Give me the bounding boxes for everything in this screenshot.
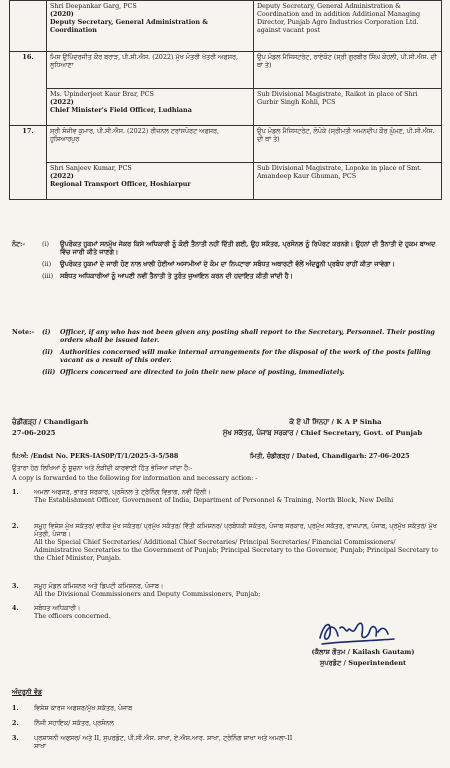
note-text: Officer, if any who has not been given any posting shall report to the Secretary, Personnel. Their posting orders shall be issued later. <box>60 328 435 344</box>
posting-table <box>9 0 442 200</box>
officer-cell <box>47 163 254 200</box>
item-text-english: The Establishment Officer, Government of India, Department of Personnel & Training, North Block, New Delhi <box>34 496 394 504</box>
item-number: 1. <box>12 488 19 496</box>
note-number: (i) <box>42 328 51 336</box>
note-number: (iii) <box>42 368 56 376</box>
note-number: (ii) <box>42 260 52 268</box>
copy-intro-punjabi: ਉਤਾਰਾ ਹੇਠ ਲਿਖਿਆਂ ਨੂੰ ਸੂਚਨਾ ਅਤੇ ਲੋੜੀਂਦੀ ਕਾਰਵਾਈ ਹਿੱਤ ਭੇਜਿਆ ਜਾਂਦਾ ਹੈ:- <box>12 464 193 472</box>
new-posting-punjabi: ਉਪ ਮੰਡਲ ਮੈਜਿਸਟਰੇਟ, ਲੋਪੋਕੇ (ਸ੍ਰੀਮਤੀ ਅਮਨਦੀਪ ਕੌਰ ਘੁੰਮਣ, ਪੀ.ਸੀ.ਐਸ. ਦੀ ਥਾਂ ਤੇ) <box>254 126 442 163</box>
officer-cell <box>47 1 254 52</box>
handwritten-signature <box>316 614 398 648</box>
officer-name: Shri Deepankar Garg, PCS <box>50 2 137 10</box>
item-number: 2. <box>12 522 19 530</box>
officer-year: (2022) <box>50 98 74 106</box>
item-number: 3. <box>12 734 19 742</box>
table-row <box>10 89 442 126</box>
serial-number: 17. <box>10 126 47 200</box>
superintendent-name: (ਕੈਲਾਸ਼ ਗੌਤਮ / Kailash Gautam) <box>311 648 415 656</box>
note-text: ਉਪਰੋਕਤ ਹੁਕਮਾਂ ਸਨਮੁੱਖ ਜੇਕਰ ਕਿਸੇ ਅਧਿਕਾਰੀ ਨੂੰ ਕੋਈ ਤੈਨਾਤੀ ਨਹੀਂ ਦਿੱਤੀ ਗਈ, ਉਹ ਸਕੱਤਰ, ਪ੍ਰਸੋਨਲ ਨੂੰ ਰਿਪੋਰਟ ਕਰਨਗੇ। ਉਹਨਾਂ ਦੀ ਤੈਨਾਤੀ ਦੇ ਹੁਕਮ ਬਾਅਦ ਵਿੱਚ ਜਾਰੀ ਕੀਤੇ ਜਾਣਗੇ। <box>60 240 436 256</box>
note-item <box>12 368 440 376</box>
note-item <box>12 272 440 280</box>
officer-year: (2020) <box>50 10 74 18</box>
item-text-english: All the Divisional Commissioners and Deputy Commissioners, Punjab; <box>34 590 261 598</box>
new-posting-cell <box>254 1 442 52</box>
officer-cell <box>47 89 254 126</box>
new-posting: Deputy Secretary, General Administration & Coordination and in addition Additional Managing Director, Punjab Agro Industries Corporation Ltd. against vacant post <box>257 2 421 34</box>
item-text: ਪ੍ਰਸ਼ਾਸਨੀ ਅਫਸਰ/ ਅਤੇ II, ਸੁਪਰਡੰਟ, ਪੀ.ਸੀ.ਐਸ. ਸ਼ਾਖਾ, ਏ.ਐਸ.ਆਰ. ਸ਼ਾਖਾ, ਟ੍ਰੇਨਿੰਗ ਸ਼ਾਖਾ ਅਤੇ ਅਮਲਾ-II ਸ਼ਾਖਾ <box>34 734 293 750</box>
serial-number <box>10 1 47 52</box>
table-row <box>10 52 442 89</box>
new-posting: Sub Divisional Magistrate, Raikot in place of Shri Gurbir Singh Kohli, PCS <box>257 90 418 106</box>
list-item <box>12 704 440 712</box>
copy-intro-english: A copy is forwarded to the following for information and necessary action: - <box>12 474 258 482</box>
signatory-name: ਕੇ ਏ ਪੀ ਸਿਨਹਾ / K A P Sinha <box>289 418 382 426</box>
note-item <box>12 348 440 364</box>
item-text: ਨਿੱਜੀ ਸਹਾਇਕ/ ਸਕੱਤਰ, ਪ੍ਰਸੋਨਲ <box>34 719 114 727</box>
internal-distribution-heading: ਅੰਦਰੂਨੀ ਵੰਡ <box>12 688 42 696</box>
notes-english <box>12 328 440 376</box>
superintendent-designation: ਸੁਪਰਡੰਟ / Superintendent <box>319 659 407 667</box>
item-text-punjabi: ਸਮੂਹ ਮੰਡਲ ਕਮਿਸ਼ਨਰ ਅਤੇ ਡਿਪਟੀ ਕਮਿਸ਼ਨਰ, ਪੰਜਾਬ। <box>34 582 164 590</box>
list-item <box>12 719 440 727</box>
note-number: (i) <box>42 240 50 248</box>
order-date: 27-06-2025 <box>12 429 56 437</box>
serial-number: 16. <box>10 52 47 126</box>
item-text-punjabi: ਸਮੂਹ ਵਿਸ਼ੇਸ਼ ਮੁੱਖ ਸਕੱਤਰ/ ਵਧੀਕ ਮੁੱਖ ਸਕੱਤਰ/ ਪ੍ਰਮੁੱਖ ਸਕੱਤਰ/ ਵਿੱਤੀ ਕਮਿਸ਼ਨਰ/ ਪ੍ਰਬੰਧਕੀ ਸਕੱਤਰ, ਪੰਜਾਬ ਸਰਕਾਰ, ਪ੍ਰਮੁੱਖ ਸਕੱਤਰ, ਰਾਜਪਾਲ, ਪੰਜਾਬ, ਪ੍ਰਮੁੱਖ ਸਕੱਤਰ/ ਮੁੱਖ ਮੰਤਰੀ, ਪੰਜਾਬ। <box>34 522 437 538</box>
signatory-designation: ਮੁੱਖ ਸਕੱਤਰ, ਪੰਜਾਬ ਸਰਕਾਰ / Chief Secretary, Govt. of Punjab <box>222 429 423 437</box>
item-text-punjabi: ਅਮਲਾ ਅਫਸਰ, ਭਾਰਤ ਸਰਕਾਰ, ਪ੍ਰਸੋਨਲ ਤੇ ਟ੍ਰੇਨਿੰਗ ਵਿਭਾਗ, ਨਵੀਂ ਦਿੱਲੀ। <box>34 488 211 496</box>
list-item <box>12 488 440 504</box>
officer-post: Chief Minister's Field Officer, Ludhiana <box>50 106 192 114</box>
new-posting-cell <box>254 89 442 126</box>
officer-post: Deputy Secretary, General Administration & Coordination <box>50 18 209 34</box>
officer-cell-punjabi: ਮਿਸ ਉਪਿੰਦਰਜੀਤ ਕੌਰ ਬਰਾੜ, ਪੀ.ਸੀ.ਐਸ. (2022) ਮੁੱਖ ਮੰਤਰੀ ਖੇਤਰੀ ਅਫਸਰ, ਲੁਧਿਆਣਾ <box>47 52 254 89</box>
list-item <box>12 734 440 750</box>
notes-punjabi <box>12 240 440 280</box>
item-number: 2. <box>12 719 19 727</box>
officer-name: Shri Sanjeev Kumar, PCS <box>50 164 132 172</box>
note-number: (iii) <box>42 272 54 280</box>
new-posting-punjabi: ਉਪ ਮੰਡਲ ਮੈਜਿਸਟਰੇਟ, ਰਾਏਕੋਟ (ਸ੍ਰੀ ਗੁਰਬੀਰ ਸਿੰਘ ਕੋਹਲੀ, ਪੀ.ਸੀ.ਐਸ. ਦੀ ਥਾਂ ਤੇ) <box>254 52 442 89</box>
list-item <box>12 582 440 598</box>
officer-cell-punjabi: ਸ੍ਰੀ ਸੰਜੀਵ ਕੁਮਾਰ, ਪੀ.ਸੀ.ਐਸ. (2022) ਰੀਜਨਲ ਟਰਾਂਸਪੋਰਟ ਅਫਸਰ, ਹੁਸ਼ਿਆਰਪੁਰ <box>47 126 254 163</box>
new-posting-cell <box>254 163 442 200</box>
note-text: ਉਪਰੋਕਤ ਹੁਕਮਾਂ ਦੇ ਜਾਰੀ ਹੋਣ ਨਾਲ ਖਾਲੀ ਹੋਈਆਂ ਅਸਾਮੀਆਂ ਦੇ ਕੰਮ ਦਾ ਨਿਪਟਾਰਾ ਸਬੰਧਤ ਅਥਾਰਟੀ ਵੱਲੋਂ ਅੰਦਰੂਨੀ ਪ੍ਰਬੰਧ ਰਾਹੀਂ ਕੀਤਾ ਜਾਵੇਗਾ। <box>60 260 395 268</box>
item-text-punjabi: ਸਬੰਧਤ ਅਧਿਕਾਰੀ। <box>34 604 81 612</box>
item-number: 1. <box>12 704 19 712</box>
place: ਚੰਡੀਗੜ੍ਹ / Chandigarh <box>12 418 89 426</box>
note-text: Authorities concerned will make internal arrangements for the disposal of the work of the posts falling vacant as a result of this order. <box>60 348 431 364</box>
endorsement-date: ਮਿਤੀ, ਚੰਡੀਗੜ੍ਹ / Dated, Chandigarh: 27-06-2025 <box>250 452 410 460</box>
item-text-english: All the Special Chief Secretaries/ Additional Chief Secretaries/ Principal Secretaries/ Financial Commissioners/ Administrative Secretaries to the Government of Punjab; Principal Secretary to the Governor, Punjab; Principal Secretary to the Chief Minister, Punjab. <box>34 538 438 562</box>
list-item <box>12 604 272 620</box>
officer-post: Regional Transport Officer, Hoshiarpur <box>50 180 191 188</box>
item-text-english: The officers concerned. <box>34 612 111 620</box>
item-text: ਵਿਸ਼ੇਸ਼ ਕਾਰਜ ਅਫਸਰ/ਮੁੱਖ ਸਕੱਤਰ, ਪੰਜਾਬ <box>34 704 133 712</box>
item-number: 4. <box>12 604 19 612</box>
table-row <box>10 126 442 163</box>
item-number: 3. <box>12 582 19 590</box>
endorsement-number: ਪਿ:ਅੰ: /Endst No. PERS-IAS0P/T/1/2025-3-5/588 <box>12 452 179 460</box>
table-row <box>10 1 442 52</box>
table-row <box>10 163 442 200</box>
note-item <box>12 240 440 256</box>
note-item <box>12 328 440 344</box>
list-item <box>12 522 440 562</box>
note-label: Note:- <box>12 328 35 336</box>
officer-name: Ms. Upinderjeet Kaur Brar, PCS <box>50 90 154 98</box>
new-posting: Sub Divisional Magistrate, Lopoke in place of Smt. Amandeep Kaur Ghuman, PCS <box>257 164 422 180</box>
note-text: Officers concerned are directed to join their new place of posting, immediately. <box>60 368 345 376</box>
note-item <box>12 260 440 268</box>
note-text: ਸਬੰਧਤ ਅਧਿਕਾਰੀਆਂ ਨੂੰ ਆਪਣੀ ਨਵੀਂ ਤੈਨਾਤੀ ਤੇ ਤੁਰੰਤ ਜੁਆਇਨ ਕਰਨ ਦੀ ਹਦਾਇਤ ਕੀਤੀ ਜਾਂਦੀ ਹੈ। <box>60 272 293 280</box>
note-label: ਨੋਟ:- <box>12 240 26 248</box>
officer-year: (2022) <box>50 172 74 180</box>
note-number: (ii) <box>42 348 53 356</box>
